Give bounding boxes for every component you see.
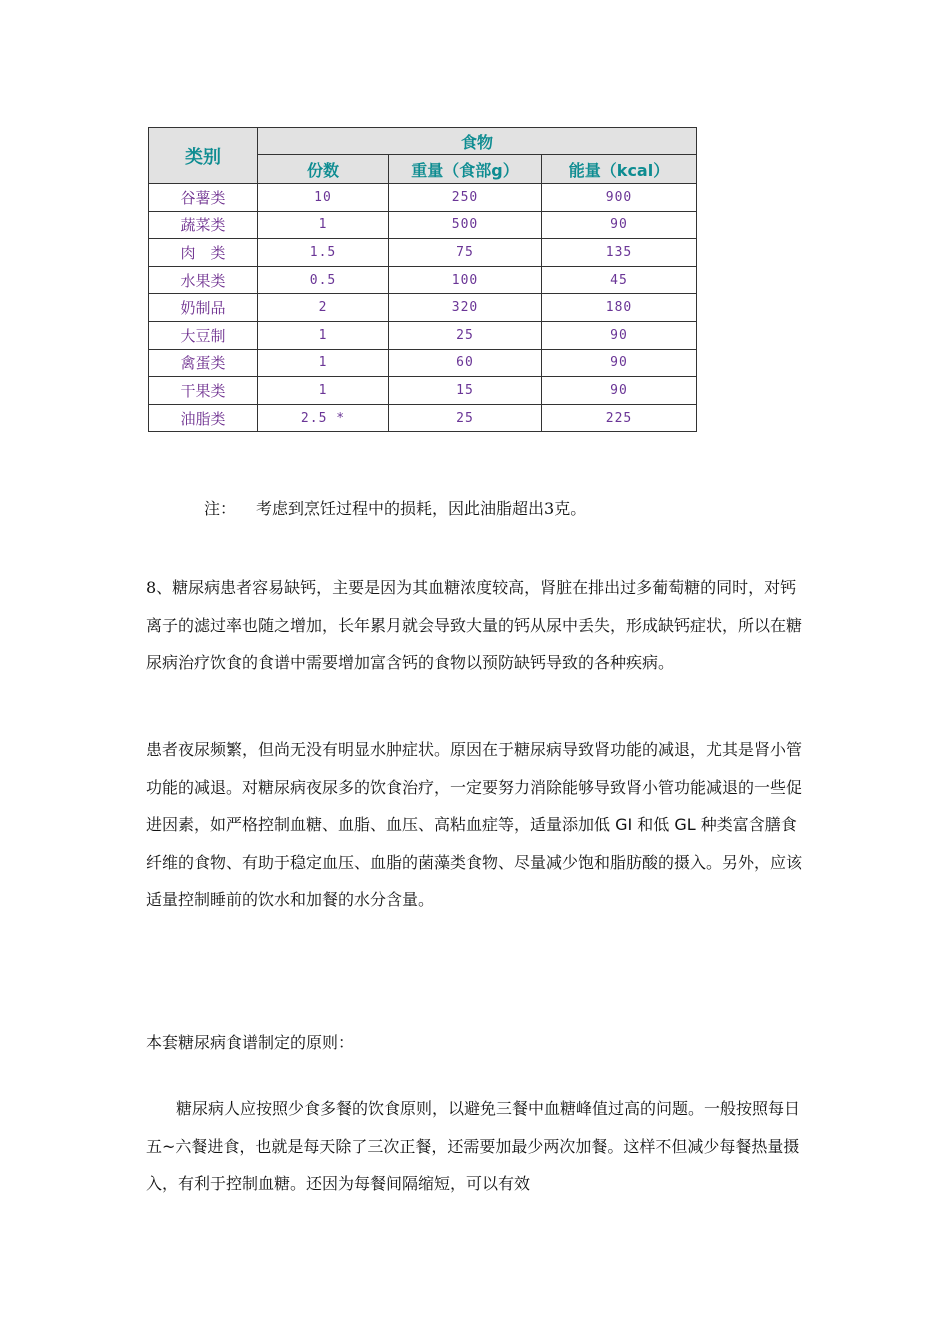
paragraph-nocturia-part2: 种类富含膳食纤维的食物、有助于稳定血压、血脂的菌藻类食物、尽量减少饱和脂肪酸的摄入。另外，应该适量控制睡前的饮水和加餐的水分含量。 [146, 815, 803, 909]
table-row [149, 321, 697, 349]
cell-servings: 1 [258, 349, 389, 377]
table-row [149, 184, 697, 212]
cell-energy: 90 [542, 211, 697, 239]
table-row [149, 211, 697, 239]
cell-weight: 250 [389, 184, 542, 212]
note-text: 考虑到烹饪过程中的损耗，因此油脂超出3克。 [256, 499, 587, 518]
food-exchange-table [148, 127, 697, 432]
table-row [149, 404, 697, 432]
cell-category: 谷薯类 [149, 184, 258, 212]
cell-weight: 60 [389, 349, 542, 377]
cell-weight: 500 [389, 211, 542, 239]
cell-servings: 2 [258, 294, 389, 322]
cell-servings: 1.5 [258, 239, 389, 267]
term-gi: GI [615, 815, 633, 834]
cell-category: 水果类 [149, 266, 258, 294]
cell-servings: 1 [258, 211, 389, 239]
cell-weight: 75 [389, 239, 542, 267]
header-energy: 能量（kcal） [542, 155, 697, 184]
table-note [204, 496, 586, 519]
header-food-group: 食物 [258, 128, 697, 155]
cell-energy: 45 [542, 266, 697, 294]
cell-energy: 90 [542, 377, 697, 405]
cell-category: 干果类 [149, 377, 258, 405]
term-gl: GL [674, 815, 696, 834]
cell-servings: 1 [258, 377, 389, 405]
cell-energy: 90 [542, 349, 697, 377]
note-label: 注： [204, 499, 237, 518]
table-row [149, 349, 697, 377]
cell-category: 蔬菜类 [149, 211, 258, 239]
cell-category: 油脂类 [149, 404, 258, 432]
cell-category: 肉 类 [149, 239, 258, 267]
cell-energy: 135 [542, 239, 697, 267]
cell-weight: 15 [389, 377, 542, 405]
cell-energy: 180 [542, 294, 697, 322]
table-row [149, 239, 697, 267]
cell-servings: 2.5 * [258, 404, 389, 432]
paragraph-nocturia-part1: 患者夜尿频繁，但尚无没有明显水肿症状。原因在于糖尿病导致肾功能的减退，尤其是肾小管功能的减退。对糖尿病夜尿多的饮食治疗，一定要努力消除能够导致肾小管功能减退的一些促进因素，如严格控制血糖、血脂、血压、高粘血症等，适量添加低 [146, 740, 803, 834]
cell-category: 奶制品 [149, 294, 258, 322]
cell-energy: 225 [542, 404, 697, 432]
cell-weight: 25 [389, 321, 542, 349]
header-category: 类别 [149, 128, 258, 184]
cell-weight: 100 [389, 266, 542, 294]
paragraph-principles: 糖尿病人应按照少食多餐的饮食原则，以避免三餐中血糖峰值过高的问题。一般按照每日五~六餐进食，也就是每天除了三次正餐，还需要加最少两次加餐。这样不但减少每餐热量摄入，有利于控制血糖。还因为每餐间隔缩短，可以有效 [146, 1099, 801, 1193]
header-servings: 份数 [258, 155, 389, 184]
cell-category: 大豆制 [149, 321, 258, 349]
cell-servings: 10 [258, 184, 389, 212]
paragraph-nocturia-and: 和低 [632, 815, 675, 834]
table-row [149, 294, 697, 322]
section-heading: 本套糖尿病食谱制定的原则： [146, 1033, 355, 1052]
table-row [149, 377, 697, 405]
cell-category: 禽蛋类 [149, 349, 258, 377]
cell-energy: 900 [542, 184, 697, 212]
cell-servings: 0.5 [258, 266, 389, 294]
cell-energy: 90 [542, 321, 697, 349]
header-weight: 重量（食部g） [389, 155, 542, 184]
table-body [149, 184, 697, 432]
paragraph-nocturia [146, 731, 810, 919]
cell-weight: 320 [389, 294, 542, 322]
table-row [149, 266, 697, 294]
paragraph-calcium: 8、糖尿病患者容易缺钙，主要是因为其血糖浓度较高，肾脏在排出过多葡萄糖的同时，对钙离子的滤过率也随之增加，长年累月就会导致大量的钙从尿中丢失，形成缺钙症状，所以在糖尿病治疗饮食的食谱中需要增加富含钙的食物以预防缺钙导致的各种疾病。 [146, 578, 803, 672]
cell-servings: 1 [258, 321, 389, 349]
cell-weight: 25 [389, 404, 542, 432]
